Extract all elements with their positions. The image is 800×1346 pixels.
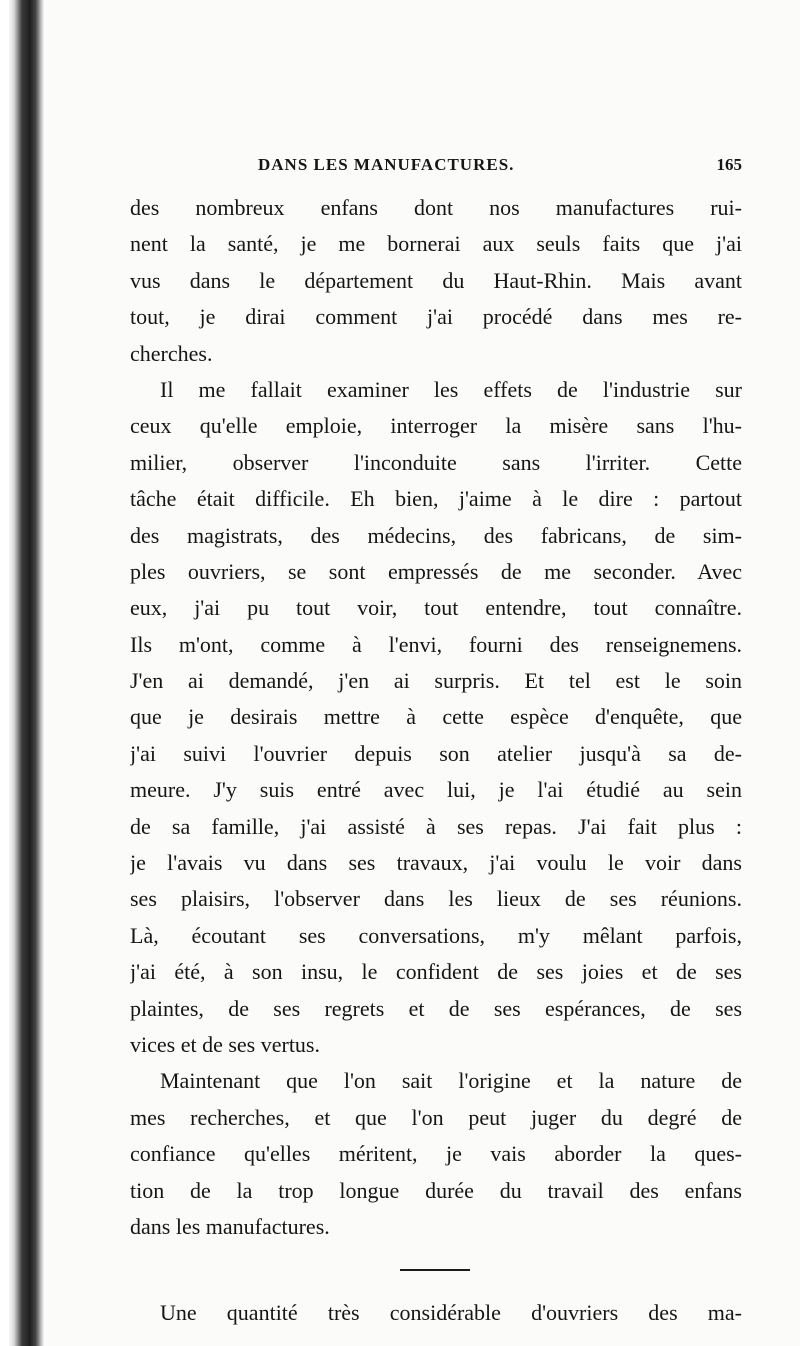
text-line: Là, écoutant ses conversations, m'y mêlant parfois, (130, 922, 742, 948)
page-number: 165 (716, 155, 742, 174)
text-line: meure. J'y suis entré avec lui, je l'ai étudié au sein (130, 777, 742, 803)
running-head-title: DANS LES MANUFACTURES. (258, 155, 515, 174)
paragraph-2 (130, 372, 742, 1063)
text-line: des magistrats, des médecins, des fabricans, de sim- (130, 522, 742, 548)
text-line: ses plaisirs, l'observer dans les lieux de ses réunions. (130, 886, 742, 912)
section-gap (130, 1245, 742, 1269)
running-head (130, 155, 742, 185)
text-line: milier, observer l'inconduite sans l'irriter. Cette (130, 449, 742, 475)
text-line: cherches. (130, 340, 213, 366)
text-line: vus dans le département du Haut-Rhin. Mais avant (130, 267, 742, 293)
paragraph-3 (130, 1063, 742, 1245)
text-line: de sa famille, j'ai assisté à ses repas. J'ai fait plus : (130, 813, 742, 839)
section-gap (130, 1271, 742, 1295)
text-line: Maintenant que l'on sait l'origine et la nature de (160, 1068, 742, 1094)
paragraph-4 (130, 1295, 742, 1331)
text-line: confiance qu'elles méritent, je vais aborder la ques- (130, 1141, 742, 1167)
text-line: ples ouvriers, se sont empressés de me seconder. Avec (130, 558, 742, 584)
text-line: que je desirais mettre à cette espèce d'enquête, que (130, 704, 742, 730)
text-line: mes recherches, et que l'on peut juger du degré de (130, 1104, 742, 1130)
text-line: tâche était difficile. Eh bien, j'aime à le dire : partout (130, 486, 742, 512)
text-line: tion de la trop longue durée du travail des enfans (130, 1177, 742, 1203)
text-line: plaintes, de ses regrets et de ses espérances, de ses (130, 995, 742, 1021)
body-text (130, 190, 742, 1332)
text-line: eux, j'ai pu tout voir, tout entendre, tout connaître. (130, 595, 742, 621)
text-line: j'ai été, à son insu, le confident de ses joies et de ses (130, 959, 742, 985)
text-line: Il me fallait examiner les effets de l'industrie sur (160, 376, 742, 402)
text-line: je l'avais vu dans ses travaux, j'ai voulu le voir dans (130, 850, 742, 876)
text-line: dans les manufactures. (130, 1213, 330, 1239)
book-binding-edge (0, 0, 44, 1346)
text-line: vices et de ses vertus. (130, 1031, 320, 1057)
text-line: j'ai suivi l'ouvrier depuis son atelier jusqu'à sa de- (130, 740, 742, 766)
text-line: Ils m'ont, comme à l'envi, fourni des renseignemens. (130, 631, 742, 657)
text-line: Une quantité très considérable d'ouvriers des ma- (160, 1300, 742, 1326)
text-line: J'en ai demandé, j'en ai surpris. Et tel est le soin (130, 668, 742, 694)
text-line: des nombreux enfans dont nos manufactures rui- (130, 195, 742, 220)
text-line: tout, je dirai comment j'ai procédé dans mes re- (130, 304, 742, 330)
text-line: nent la santé, je me bornerai aux seuls faits que j'ai (130, 231, 742, 257)
text-line: ceux qu'elle emploie, interroger la misère sans l'hu- (130, 413, 742, 439)
paragraph-1 (130, 190, 742, 372)
